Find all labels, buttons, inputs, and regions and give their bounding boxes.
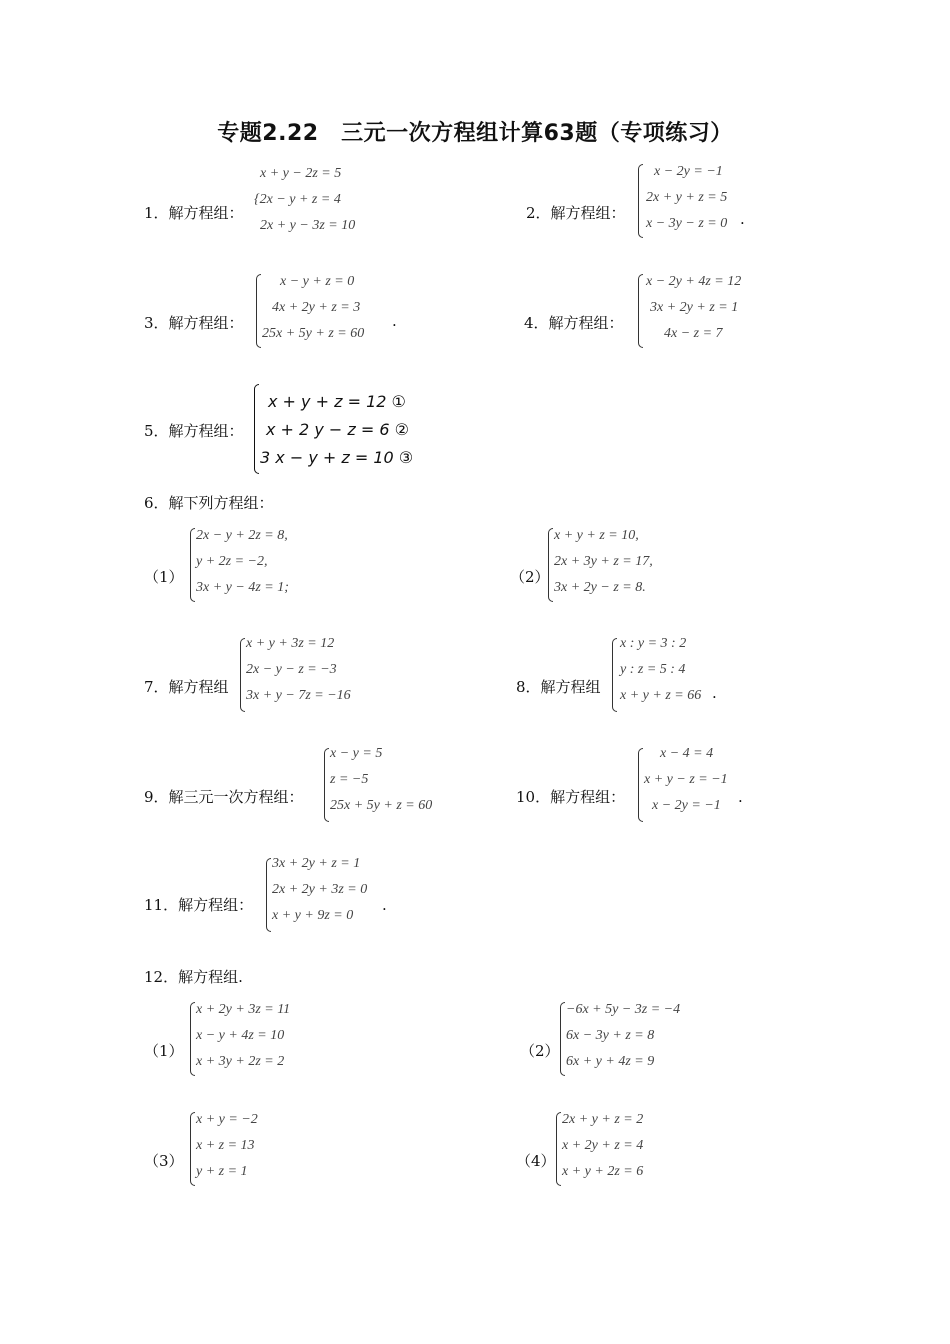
equation: x + y + z = 10, xyxy=(554,528,639,543)
equation: 2x + y − 3z = 10 xyxy=(260,218,356,233)
left-brace xyxy=(638,164,643,238)
equation: 3x + 2y − z = 8. xyxy=(554,580,646,595)
equation: x − 3y − z = 0 xyxy=(646,216,728,231)
sub-label: （3） xyxy=(144,1152,184,1170)
left-brace xyxy=(256,274,261,348)
equation: x + y + z = 12 ① xyxy=(268,392,406,411)
period: . xyxy=(740,210,745,228)
equation: −6x + 5y − 3z = −4 xyxy=(566,1002,681,1017)
equation: x + 2y + 3z = 11 xyxy=(196,1002,291,1017)
sub-label: （4） xyxy=(516,1152,556,1170)
left-brace xyxy=(638,748,643,822)
equation: x − 2y = −1 xyxy=(652,798,721,813)
equation: x + y + z = 66 xyxy=(620,688,702,703)
equation: 6x − 3y + z = 8 xyxy=(566,1028,655,1043)
equation: x − y + z = 0 xyxy=(280,274,355,289)
problem-label: 9．解三元一次方程组： xyxy=(144,788,304,806)
equation: x − 2y + 4z = 12 xyxy=(646,274,742,289)
equation: 2x − y + 2z = 8, xyxy=(196,528,288,543)
equation: 2x + 3y + z = 17, xyxy=(554,554,653,569)
equation: 2x + 2y + 3z = 0 xyxy=(272,882,368,897)
left-brace xyxy=(254,384,259,474)
sub-label: （1） xyxy=(144,1042,184,1060)
sub-label: （2） xyxy=(520,1042,560,1060)
left-brace xyxy=(560,1002,565,1076)
equation: 3x + 2y + z = 1 xyxy=(650,300,739,315)
problem-label: 8．解方程组 xyxy=(516,678,601,696)
left-brace xyxy=(612,638,617,712)
left-brace xyxy=(190,1002,195,1076)
equation: 2x − y − z = −3 xyxy=(246,662,337,677)
sub-label: （2） xyxy=(510,568,550,586)
equation: 3x + y − 4z = 1; xyxy=(196,580,289,595)
equation: 2x + y + z = 5 xyxy=(646,190,728,205)
equation: 4x + 2y + z = 3 xyxy=(272,300,361,315)
problem-label: 7．解方程组 xyxy=(144,678,229,696)
equation: x + y − z = −1 xyxy=(644,772,728,787)
equation: x + 2y + z = 4 xyxy=(562,1138,644,1153)
equation: 2x + y + z = 2 xyxy=(562,1112,644,1127)
problem-label: 1．解方程组： xyxy=(144,204,244,222)
equation: x + y − 2z = 5 xyxy=(260,166,342,181)
equation: x − 4 = 4 xyxy=(660,746,714,761)
period: . xyxy=(712,684,717,702)
equation: {2x − y + z = 4 xyxy=(254,192,341,207)
equation: x + y + 3z = 12 xyxy=(246,636,335,651)
equation: 25x + 5y + z = 60 xyxy=(262,326,365,341)
period: . xyxy=(382,896,387,914)
period: . xyxy=(392,312,397,330)
equation: 3x + y − 7z = −16 xyxy=(246,688,351,703)
problem-label: 11．解方程组： xyxy=(144,896,254,914)
problem-6-heading: 6．解下列方程组： xyxy=(144,494,274,512)
equation: x + z = 13 xyxy=(196,1138,255,1153)
equation: x + 2 y − z = 6 ② xyxy=(266,420,409,439)
left-brace xyxy=(240,638,245,712)
problem-label: 4．解方程组： xyxy=(524,314,624,332)
equation: y + z = 1 xyxy=(196,1164,248,1179)
equation: y + 2z = −2, xyxy=(196,554,268,569)
left-brace xyxy=(638,274,643,348)
equation: x + 3y + 2z = 2 xyxy=(196,1054,285,1069)
period: . xyxy=(738,788,743,806)
problem-label: 2．解方程组： xyxy=(526,204,626,222)
equation: 4x − z = 7 xyxy=(664,326,723,341)
equation: x + y + 9z = 0 xyxy=(272,908,354,923)
equation: 3 x − y + z = 10 ③ xyxy=(260,448,414,467)
equation: z = −5 xyxy=(330,772,369,787)
left-brace xyxy=(548,528,553,602)
page-title: 专题2.22 三元一次方程组计算63题（专项练习） xyxy=(217,121,733,146)
left-brace xyxy=(266,858,271,932)
equation: x + y = −2 xyxy=(196,1112,258,1127)
equation: x − 2y = −1 xyxy=(654,164,723,179)
equation: 3x + 2y + z = 1 xyxy=(272,856,361,871)
left-brace xyxy=(324,748,329,822)
equation: x : y = 3 : 2 xyxy=(620,636,687,651)
equation: 6x + y + 4z = 9 xyxy=(566,1054,655,1069)
equation: y : z = 5 : 4 xyxy=(620,662,686,677)
equation: x + y + 2z = 6 xyxy=(562,1164,644,1179)
left-brace xyxy=(190,528,195,602)
problem-label: 3．解方程组： xyxy=(144,314,244,332)
equation: 25x + 5y + z = 60 xyxy=(330,798,433,813)
equation: x − y + 4z = 10 xyxy=(196,1028,285,1043)
problem-label: 5．解方程组： xyxy=(144,422,244,440)
problem-label: 10．解方程组： xyxy=(516,788,626,806)
sub-label: （1） xyxy=(144,568,184,586)
equation: x − y = 5 xyxy=(330,746,383,761)
problem-12-heading: 12．解方程组. xyxy=(144,968,243,986)
left-brace xyxy=(190,1112,195,1186)
left-brace xyxy=(556,1112,561,1186)
